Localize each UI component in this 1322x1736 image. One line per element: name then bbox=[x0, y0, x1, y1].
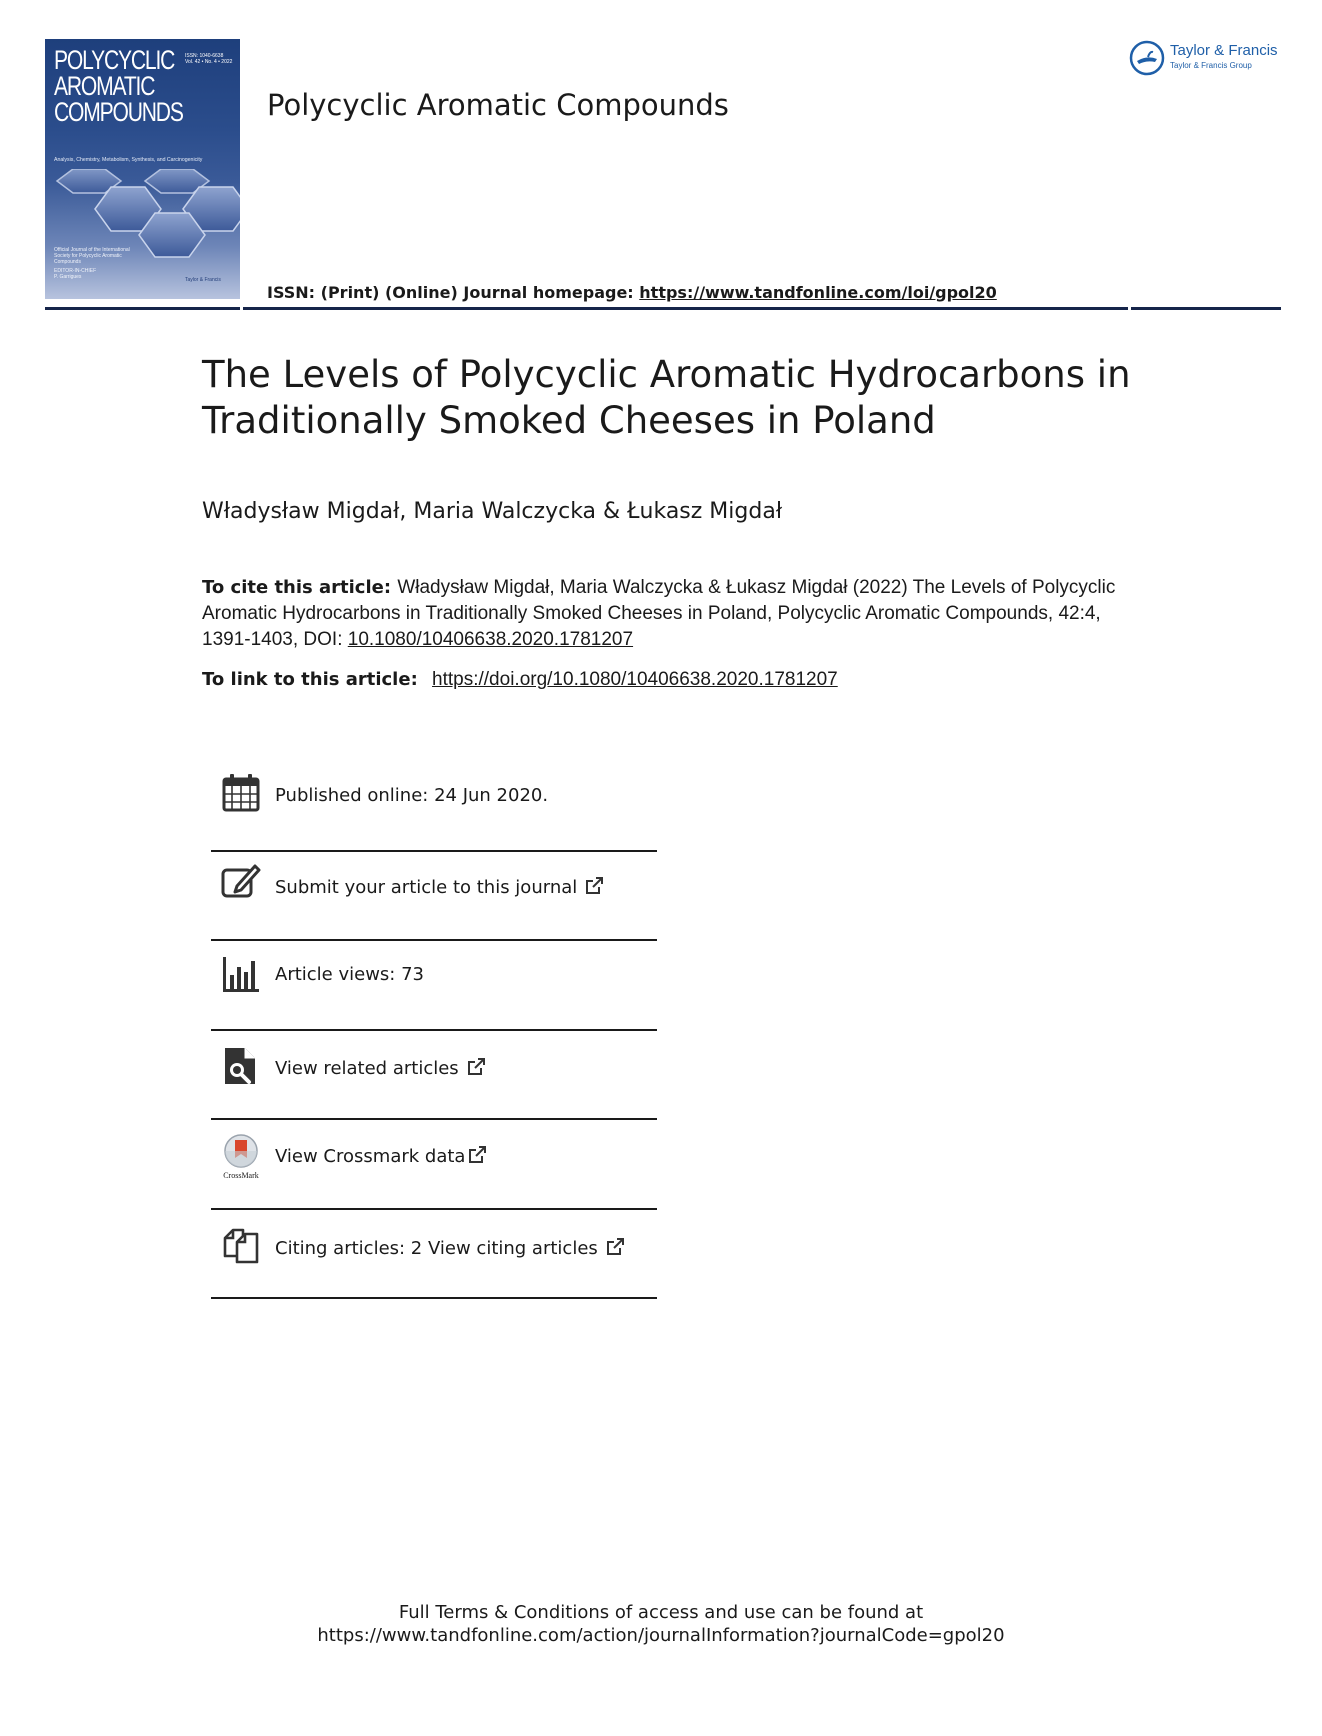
document-search-icon bbox=[221, 1046, 261, 1086]
citation-block bbox=[202, 575, 1142, 653]
footer-terms-text: Full Terms & Conditions of access and use can be found at bbox=[398, 1602, 924, 1623]
list-divider bbox=[211, 1297, 657, 1299]
cover-title-line: POLYCYCLIC bbox=[54, 45, 175, 75]
submit-article-link[interactable]: Submit your article to this journal bbox=[275, 877, 578, 898]
edit-icon bbox=[221, 862, 261, 902]
external-link-icon bbox=[467, 1058, 485, 1076]
list-divider bbox=[211, 850, 657, 852]
publisher-group: Taylor & Francis Group bbox=[1170, 61, 1252, 70]
cite-label: To cite this article: bbox=[202, 577, 398, 598]
list-divider bbox=[211, 939, 657, 941]
issn-homepage-line bbox=[267, 283, 997, 302]
header-divider-gap bbox=[240, 307, 243, 310]
hexagon-pattern-icon bbox=[45, 169, 240, 259]
publisher-name: Taylor & Francis bbox=[1170, 42, 1278, 59]
related-articles-link[interactable]: View related articles bbox=[275, 1058, 459, 1079]
article-views-count: Article views: 73 bbox=[275, 964, 424, 985]
cover-issn: ISSN: 1040-6638 Vol. 42 • No. 4 • 2022 bbox=[185, 53, 233, 65]
publisher-logo[interactable] bbox=[1128, 39, 1288, 75]
published-date: Published online: 24 Jun 2020. bbox=[275, 785, 549, 806]
list-divider bbox=[211, 1208, 657, 1210]
bar-chart-icon bbox=[221, 955, 261, 995]
list-divider bbox=[211, 1118, 657, 1120]
journal-cover-image bbox=[45, 39, 240, 299]
crossmark-icon bbox=[221, 1134, 261, 1180]
cover-society: Official Journal of the International Society for Polycyclic Aromatic Compounds EDITOR-IN-CHIEF P. Garrigues bbox=[54, 247, 130, 280]
external-link-icon bbox=[585, 877, 603, 895]
external-link-icon bbox=[606, 1238, 624, 1256]
issn-label: ISSN: (Print) (Online) Journal homepage: bbox=[267, 283, 640, 302]
header-divider bbox=[45, 307, 1281, 310]
cite-text: Władysław Migdał, Maria Walczycka & Łukasz Migdał (2022) The Levels of Polycyclic Aromatic Hydrocarbons in Traditionally Smoked Cheeses in Poland, Polycyclic Aromatic Compounds, 42:4, 1391-1403, DOI: bbox=[202, 577, 1116, 650]
journal-homepage-link[interactable]: https://www.tandfonline.com/loi/gpol20 bbox=[639, 283, 997, 302]
article-link-line bbox=[202, 669, 838, 691]
crossmark-badge-icon bbox=[221, 1134, 261, 1168]
link-label: To link to this article: bbox=[202, 669, 425, 690]
citing-articles-link[interactable]: Citing articles: 2 View citing articles bbox=[275, 1238, 598, 1259]
external-link-icon bbox=[468, 1146, 486, 1164]
list-divider bbox=[211, 1029, 657, 1031]
doi-link[interactable]: 10.1080/10406638.2020.1781207 bbox=[347, 629, 634, 650]
crossmark-link[interactable]: View Crossmark data bbox=[275, 1146, 466, 1167]
cover-title-line: COMPOUNDS bbox=[54, 97, 183, 127]
cover-publisher: Taylor & Francis bbox=[185, 277, 221, 283]
article-doi-url[interactable]: https://doi.org/10.1080/10406638.2020.1781207 bbox=[432, 669, 838, 690]
copy-documents-icon bbox=[221, 1224, 261, 1264]
journal-title: Polycyclic Aromatic Compounds bbox=[267, 88, 729, 122]
taylor-francis-lamp-icon bbox=[1128, 39, 1166, 77]
calendar-icon bbox=[221, 773, 261, 813]
footer-terms bbox=[0, 1601, 1322, 1647]
crossmark-logo-text: CrossMark bbox=[223, 1171, 259, 1180]
cover-title-line: AROMATIC bbox=[54, 71, 155, 101]
footer-terms-url[interactable]: https://www.tandfonline.com/action/journalInformation?journalCode=gpol20 bbox=[317, 1625, 1005, 1646]
cover-subtitle: Analysis, Chemistry, Metabolism, Synthesis, and Carcinogenicity bbox=[54, 157, 203, 163]
header-divider-gap bbox=[1128, 307, 1131, 310]
article-authors: Władysław Migdał, Maria Walczycka & Łukasz Migdał bbox=[202, 499, 783, 524]
article-title: The Levels of Polycyclic Aromatic Hydrocarbons in Traditionally Smoked Cheeses in Poland bbox=[202, 353, 1131, 442]
